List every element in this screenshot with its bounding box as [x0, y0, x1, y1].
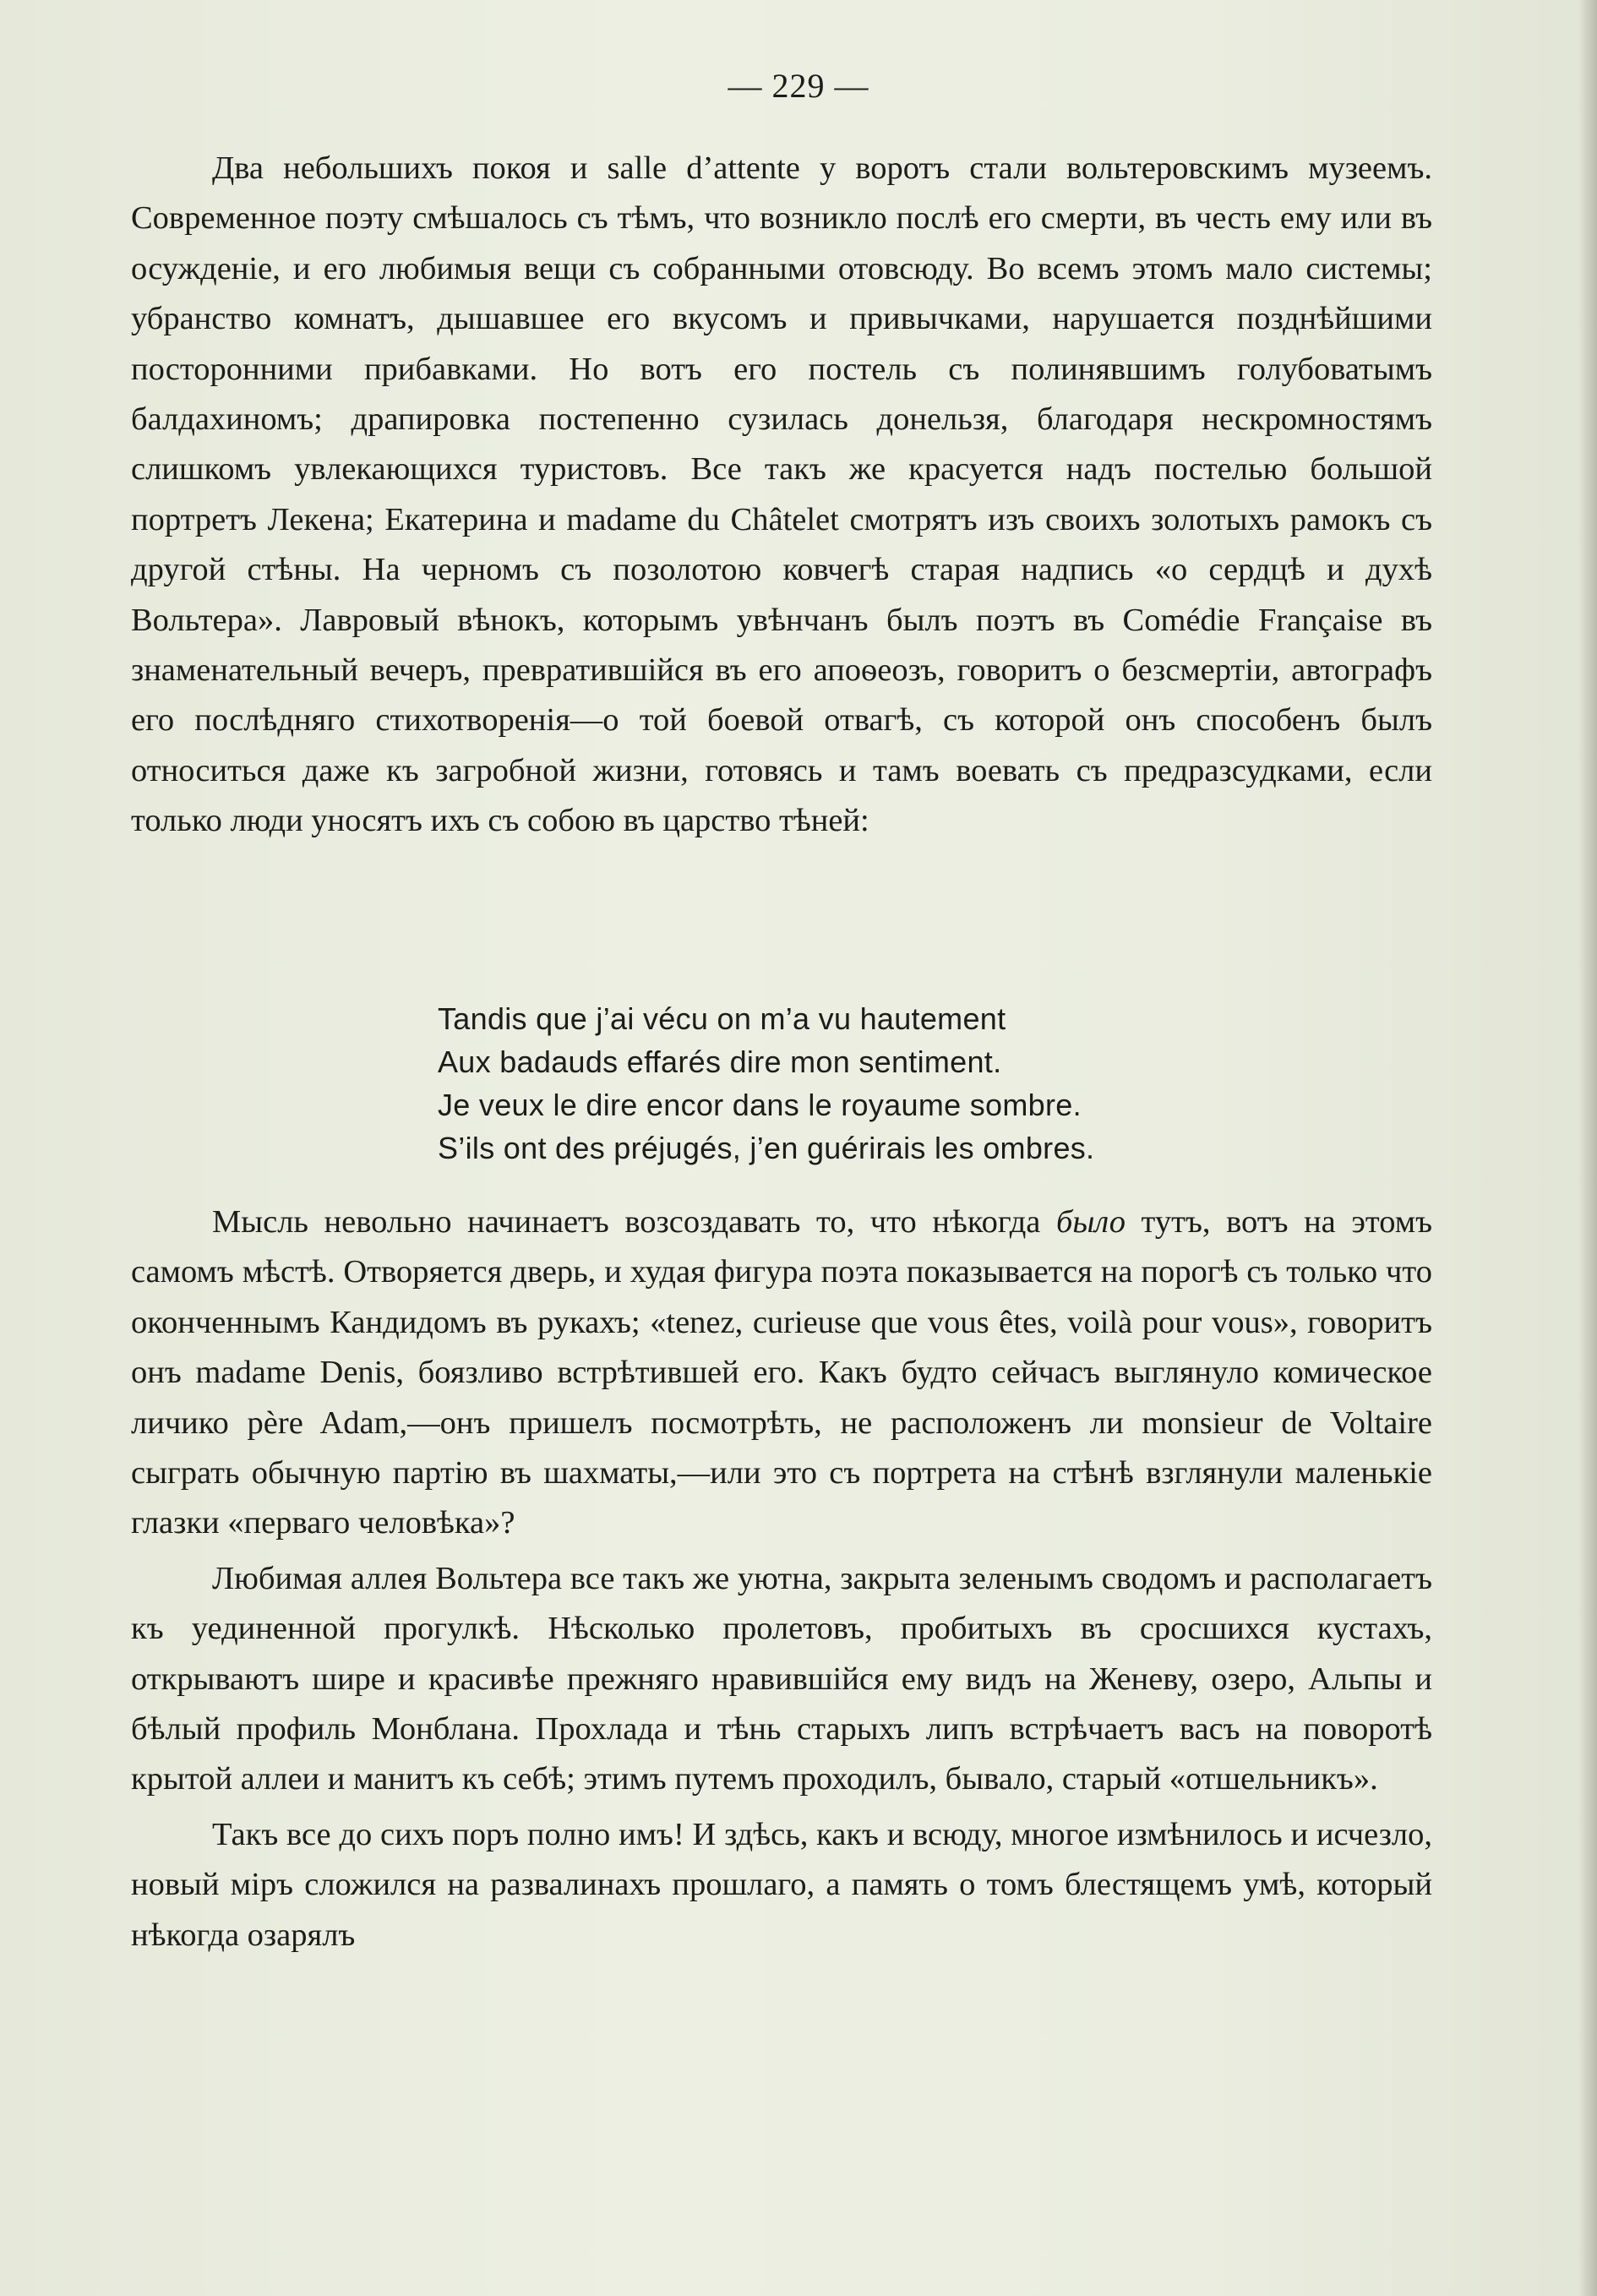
text-block-top — [131, 144, 1432, 847]
verse-quote — [438, 997, 1094, 1170]
verse-line: Tandis que j’ai vécu on m’a vu hautement — [438, 1001, 1006, 1036]
verse-line: S’ils ont des préjugés, j’en guérirais les ombres. — [438, 1131, 1095, 1165]
italic-word: было — [1056, 1204, 1126, 1240]
text-block-bottom — [131, 1197, 1432, 1961]
paragraph-thought — [131, 1197, 1432, 1549]
paragraph-museum: Два небольшихъ покоя и salle d’attente у воротъ стали вольтеровскимъ музеемъ. Современное поэту смѣшалось съ тѣмъ, что возникло послѣ его смерти, въ честь ему или въ осужденіе, и его любимыя вещи съ собранными отовсюду. Во всемъ этомъ мало системы; убранство комнатъ, дышавшее его вкусомъ и привычками, нарушается позднѣйшими посторонними прибавками. Но вотъ его постель съ полинявшимъ голубоватымъ балдахиномъ; драпировка постепенно сузилась донельзя, благодаря нескромностямъ слишкомъ увлекающихся туристовъ. Все такъ же красуется надъ постелью большой портретъ Лекена; Екатерина и madame du Châtelet смотрятъ изъ своихъ золотыхъ рамокъ съ другой стѣны. На черномъ съ позолотою ковчегѣ старая надпись «о сердцѣ и духѣ Вольтера». Лавровый вѣнокъ, которымъ увѣнчанъ былъ поэтъ въ Comédie Française въ знаменательный вечеръ, превратившійся въ его апоѳеозъ, говоритъ о безсмертіи, автографъ его послѣдняго стихотворенія—о той боевой отвагѣ, съ которой онъ способенъ былъ относиться даже къ загробной жизни, готовясь и тамъ воевать съ предразсудками, если только люди уносятъ ихъ съ собою въ царство тѣней: — [131, 150, 1432, 839]
page-number: — 229 — — [728, 67, 869, 105]
verse-line: Je veux le dire encor dans le royaume sombre. — [438, 1088, 1082, 1122]
verse-line: Aux badauds effarés dire mon sentiment. — [438, 1044, 1002, 1079]
paragraph-thought-end: тутъ, вотъ на этомъ самомъ мѣстѣ. Отворяется дверь, и худая фигура поэта показывается на порогѣ съ только что оконченнымъ Кандидомъ въ рукахъ; «tenez, curieuse que vous êtes, voilà pour vous», говоритъ онъ madame Denis, боязливо встрѣтившей его. Какъ будто сейчасъ выглянуло комическое личико père Adam,—онъ пришелъ посмотрѣть, не расположенъ ли monsieur de Voltaire сыграть обычную партію въ шахматы,—или это съ портрета на стѣнѣ взглянули маленькіе глазки «перваго человѣка»? — [131, 1204, 1432, 1541]
paragraph-thought-start: Мысль невольно начинаетъ возсоздавать то, что нѣкогда — [212, 1204, 1056, 1240]
page-gutter-shadow — [1578, 0, 1597, 2296]
paragraph-alley: Любимая аллея Вольтера все такъ же уютна, закрыта зеленымъ сводомъ и располагаетъ къ уединенной прогулкѣ. Нѣсколько пролетовъ, пробитыхъ въ сросшихся кустахъ, открываютъ шире и красивѣе прежняго нравившійся ему видъ на Женеву, озеро, Альпы и бѣлый профиль Монблана. Прохлада и тѣнь старыхъ липъ встрѣчаетъ васъ на поворотѣ крытой аллеи и манитъ къ себѣ; этимъ путемъ проходилъ, бывало, старый «отшельникъ». — [131, 1560, 1432, 1797]
paragraph-memory: Такъ все до сихъ поръ полно имъ! И здѣсь, какъ и всюду, многое измѣнилось и исчезло, новый міръ сложился на развалинахъ прошлаго, а память о томъ блестящемъ умѣ, который нѣкогда озарялъ — [131, 1816, 1432, 1953]
